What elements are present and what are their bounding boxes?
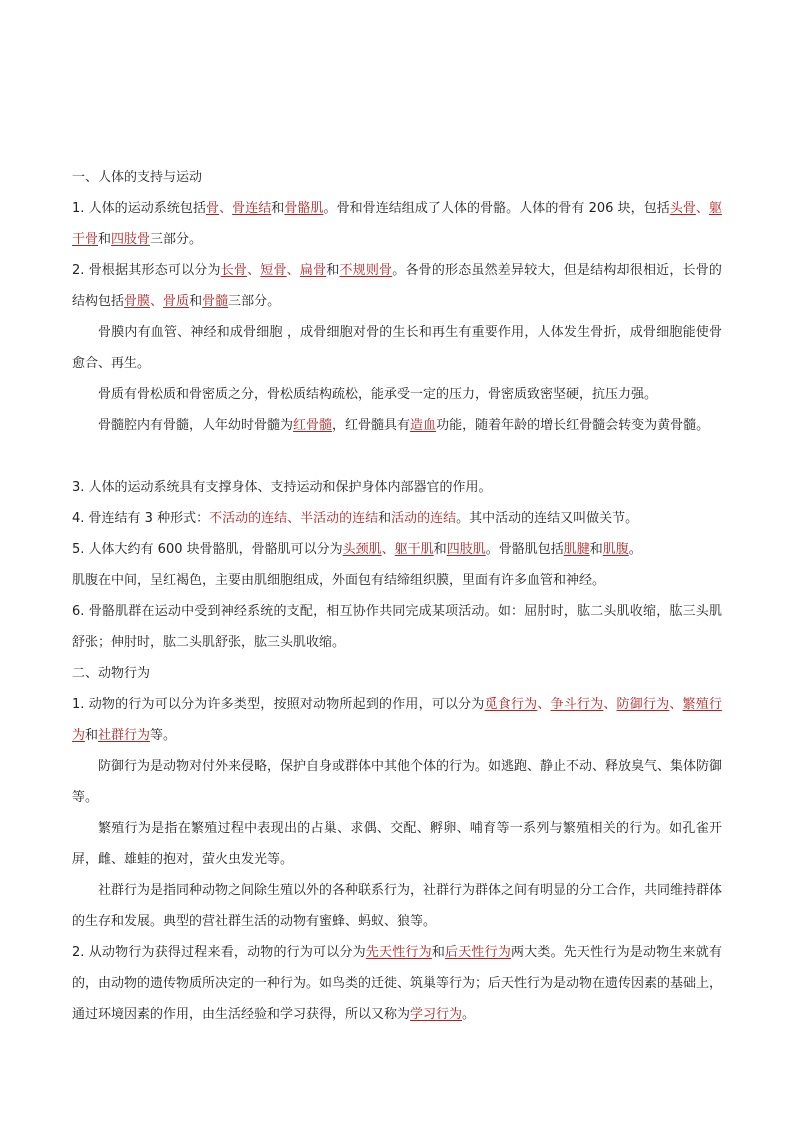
text-run: 。: [628, 542, 642, 557]
highlighted-term: 繁殖行为: [72, 697, 722, 743]
text-run: 三部分。: [150, 232, 203, 247]
text-run: 社群行为是指同种动物之间除生殖以外的各种联系行为，社群行为群体之间有明显的分工合作，共同维持群体的生存和发展。典型的营社群生活的动物有蜜蜂、蚂蚁、狼等。: [72, 883, 723, 929]
highlighted-term: 骨髓: [202, 294, 229, 309]
paragraph-6: [72, 472, 722, 503]
paragraph-4: [72, 379, 722, 410]
highlighted-term: 防御行为: [616, 697, 670, 712]
text-run: 骨膜内有血管、神经和成骨细胞 ，成骨细胞对骨的生长和再生有重要作用，人体发生骨折，成骨细胞能使骨愈合、再生。: [72, 325, 722, 371]
text-run: 。各骨的形态虽然差异较大，但是结构却很相近，长骨的结构包括: [72, 263, 722, 309]
text-run: 1. 人体的运动系统包括: [72, 201, 207, 216]
text-run: 4. 骨连结有 3 种形式：: [72, 511, 210, 526]
highlighted-term: 、: [219, 201, 233, 216]
paragraph-1: [72, 193, 722, 255]
highlighted-term: 骨连结: [232, 201, 272, 216]
text-run: 5. 人体大约有 600 块骨骼肌，骨骼肌可以分为: [72, 542, 343, 557]
text-run: 和: [433, 542, 447, 557]
paragraph-2: [72, 255, 722, 317]
text-run: 和: [271, 201, 285, 216]
highlighted-term: 长骨: [220, 263, 248, 278]
text-run: 二、动物行为: [72, 666, 151, 681]
highlighted-term: 骨: [206, 201, 220, 216]
text-run: 功能，随着年龄的增长红骨髓会转变为黄骨髓。: [436, 418, 710, 433]
text-run: 和: [378, 511, 392, 526]
text-run: 肌腹在中间，呈红褐色，主要由肌细胞组成，外面包有结缔组织膜，里面有许多血管和神经。: [72, 573, 606, 588]
text-run: 等。: [150, 728, 177, 743]
highlighted-term: 扁骨: [299, 263, 327, 278]
highlighted-term: 肌腹: [602, 542, 629, 557]
text-run: ，红骨髓具有: [332, 418, 411, 433]
text-run: 防御行为是动物对付外来侵略，保护自身或群体中其他个体的行为。如逃跑、静止不动、释放臭气、集体防御等。: [72, 759, 723, 805]
paragraph-14: [72, 813, 722, 875]
paragraph-13: [72, 751, 722, 813]
highlighted-term: 躯干肌: [394, 542, 434, 557]
text-run: 6. 骨骼肌群在运动中受到神经系统的支配，相互协作共同完成某项活动。如：屈肘时，肱二头肌收缩，肱三头肌舒张；伸肘时，肱二头肌舒张，肱三头肌收缩。: [72, 604, 722, 650]
highlighted-term: 红骨髓: [293, 418, 333, 433]
paragraph-5: [72, 410, 722, 441]
highlighted-term: 头颈肌: [342, 542, 382, 557]
paragraph-15: [72, 875, 722, 937]
paragraph-9: [72, 565, 722, 596]
text-run: 。骨骼肌包括: [485, 542, 564, 557]
paragraph-10: [72, 596, 722, 658]
highlighted-term: 造血: [410, 418, 437, 433]
highlighted-term: 、: [247, 263, 261, 278]
highlighted-term: 肌腱: [563, 542, 590, 557]
highlighted-term: 觅食行为: [484, 697, 538, 712]
highlighted-term: 、: [695, 201, 709, 216]
highlighted-term: 争斗行为: [550, 697, 604, 712]
paragraph-11: [72, 658, 722, 689]
paragraph-16: [72, 937, 722, 1030]
highlighted-term: 、: [537, 697, 551, 712]
highlighted-term: 后天性行为: [445, 945, 512, 960]
highlighted-term: 骨骼肌: [284, 201, 324, 216]
highlighted-term: 活动的连结: [391, 511, 457, 526]
paragraph-12: [72, 689, 722, 751]
highlighted-term: 、: [150, 294, 164, 309]
highlighted-term: 骨膜: [124, 294, 151, 309]
text-run: 三部分。: [228, 294, 281, 309]
highlighted-term: 先天性行为: [365, 945, 432, 960]
text-run: 和: [589, 542, 603, 557]
highlighted-term: 、: [669, 697, 683, 712]
highlighted-term: 头骨: [669, 201, 696, 216]
text-run: 。骨和骨连结组成了人体的骨骼。人体的骨有 206 块，包括: [323, 201, 670, 216]
highlighted-term: 四肢肌: [446, 542, 486, 557]
text-run: 2. 从动物行为获得过程来看，动物的行为可以分为: [72, 945, 366, 960]
text-run: 2. 骨根据其形态可以分为: [72, 263, 221, 278]
text-run: 和: [189, 294, 203, 309]
text-run: 和: [431, 945, 446, 960]
highlighted-term: 社群行为: [98, 728, 151, 743]
paragraph-3: [72, 317, 722, 379]
highlighted-term: 躯干骨: [72, 201, 722, 247]
text-run: 。: [462, 1007, 476, 1022]
text-run: 繁殖行为是指在繁殖过程中表现出的占巢、求偶、交配、孵卵、哺育等一系列与繁殖相关的行为。如孔雀开屏，雌、雄蛙的抱对，萤火虫发光等。: [72, 821, 722, 867]
paragraph-7: [72, 503, 722, 534]
text-run: 两大类。先天性行为是动物生来就有的，由动物的遗传物质所决定的一种行为。如鸟类的迁徙、筑巢等行为；后天性行为是动物在遗传因素的基础上，通过环境因素的作用，由生活经验和学习获得，所以又称为: [72, 945, 723, 1022]
text-run: 一、人体的支持与运动: [72, 170, 203, 185]
highlighted-term: 、: [381, 542, 395, 557]
highlighted-term: 学习行为: [410, 1007, 463, 1022]
text-run: 。其中活动的连结又叫做关节。: [456, 511, 639, 526]
text-run: 骨质有骨松质和骨密质之分，骨松质结构疏松，能承受一定的压力，骨密质致密坚硬，抗压力强。: [98, 387, 658, 402]
highlighted-term: 、: [603, 697, 617, 712]
text-run: 1. 动物的行为可以分为许多类型，按照对动物所起到的作用，可以分为: [72, 697, 485, 712]
highlighted-term: 骨质: [163, 294, 190, 309]
paragraph-0: [72, 162, 722, 193]
text-run: 3. 人体的运动系统具有支撑身体、支持运动和保护身体内部器官的作用。: [72, 480, 492, 495]
text-run: 和: [85, 728, 99, 743]
highlighted-term: 四肢骨: [111, 232, 151, 247]
text-run: 和: [326, 263, 340, 278]
paragraph-8: [72, 534, 722, 565]
highlighted-term: 不活动的连结、半活动的连结: [209, 511, 379, 526]
highlighted-term: 、: [286, 263, 300, 278]
highlighted-term: 短骨: [260, 263, 287, 278]
text-run: 骨髓腔内有骨髓，人年幼时骨髓为: [98, 418, 294, 433]
highlighted-term: 不规则骨: [339, 263, 393, 278]
text-run: 和: [98, 232, 112, 247]
